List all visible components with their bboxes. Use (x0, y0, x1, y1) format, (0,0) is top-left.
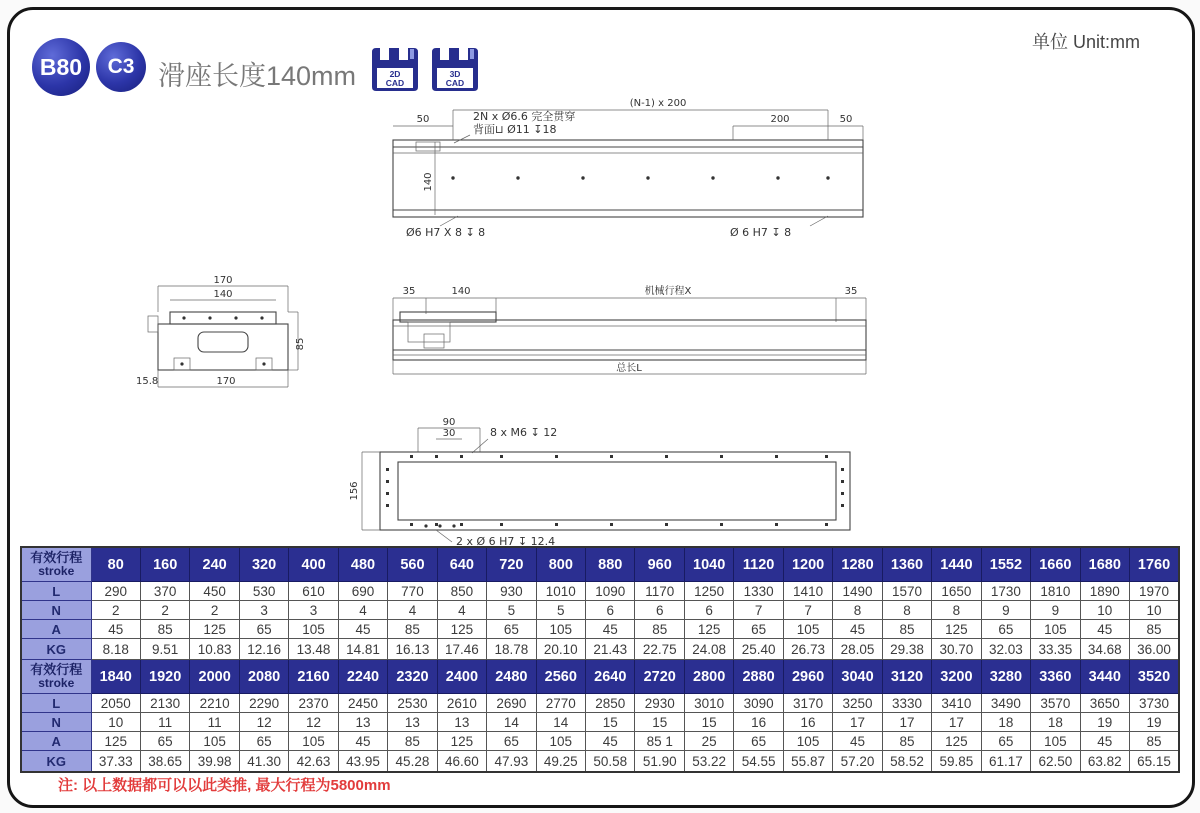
cell-l: 2210 (190, 694, 239, 713)
hole-callout-line1: 2N x Ø6.6 完全贯穿 (473, 110, 576, 123)
cell-kg: 21.43 (586, 639, 635, 660)
stroke-value-cell: 2960 (783, 660, 832, 694)
cell-n: 9 (981, 601, 1030, 620)
cell-kg: 30.70 (932, 639, 981, 660)
plan-view-drawing (340, 412, 870, 547)
cell-l: 3170 (783, 694, 832, 713)
cell-a: 65 (140, 732, 189, 751)
cell-n: 15 (684, 713, 733, 732)
cell-a: 125 (932, 620, 981, 639)
cell-a: 65 (487, 620, 536, 639)
stroke-value-cell: 2480 (487, 660, 536, 694)
cell-a: 85 (388, 620, 437, 639)
cell-l: 2050 (91, 694, 140, 713)
stroke-value-cell: 3440 (1080, 660, 1129, 694)
stroke-value-cell: 1280 (833, 547, 882, 582)
dim-85-height: 85 (295, 337, 306, 351)
cell-kg: 20.10 (536, 639, 585, 660)
dim-35-right: 35 (844, 286, 858, 297)
cell-a: 65 (981, 732, 1030, 751)
dim-200: 200 (770, 114, 790, 125)
cell-a: 45 (338, 732, 387, 751)
cell-n: 7 (783, 601, 832, 620)
stroke-value-cell: 400 (289, 547, 338, 582)
cell-l: 1970 (1130, 582, 1179, 601)
cell-kg: 43.95 (338, 751, 387, 773)
cell-a: 105 (1031, 620, 1080, 639)
cell-kg: 37.33 (91, 751, 140, 773)
cell-a: 45 (833, 732, 882, 751)
cell-n: 18 (981, 713, 1030, 732)
cell-a: 65 (239, 620, 288, 639)
footer-note: 注: 以上数据都可以以此类推, 最大行程为5800mm (58, 777, 391, 794)
cell-kg: 65.15 (1130, 751, 1179, 773)
dowel-label-left: Ø6 H7 X 8 ↧ 8 (406, 226, 486, 239)
cell-n: 17 (833, 713, 882, 732)
cell-a: 125 (91, 732, 140, 751)
cell-l: 1090 (586, 582, 635, 601)
cell-l: 3250 (833, 694, 882, 713)
cell-l: 1810 (1031, 582, 1080, 601)
cell-n: 14 (536, 713, 585, 732)
cell-kg: 29.38 (882, 639, 931, 660)
stroke-value-cell: 1840 (91, 660, 140, 694)
cell-a: 65 (981, 620, 1030, 639)
unit-label: 单位 Unit:mm (1032, 32, 1140, 52)
stroke-value-cell: 80 (91, 547, 140, 582)
cell-l: 2610 (437, 694, 486, 713)
cell-a: 105 (289, 620, 338, 639)
row-n-block1 (21, 601, 1179, 620)
cell-kg: 53.22 (684, 751, 733, 773)
row-label-l: L (21, 582, 91, 601)
cell-l: 2450 (338, 694, 387, 713)
cell-n: 7 (734, 601, 783, 620)
cell-a: 45 (586, 620, 635, 639)
cell-n: 15 (635, 713, 684, 732)
stroke-value-cell: 3120 (882, 660, 931, 694)
cell-a: 85 (1130, 620, 1179, 639)
cell-n: 2 (190, 601, 239, 620)
stroke-value-cell: 1200 (783, 547, 832, 582)
dim-50-left: 50 (416, 114, 430, 125)
cell-kg: 26.73 (783, 639, 832, 660)
side-view-drawing (378, 282, 878, 382)
cell-l: 1410 (783, 582, 832, 601)
dim-140-section: 140 (213, 289, 233, 300)
cell-l: 1250 (684, 582, 733, 601)
dowel-callout-plan: 2 x Ø 6 H7 ↧ 12.4 (456, 535, 556, 547)
cell-n: 4 (388, 601, 437, 620)
cad-3d-label-top: 3D (449, 69, 461, 79)
cell-kg: 51.90 (635, 751, 684, 773)
row-a-block1 (21, 620, 1179, 639)
cell-l: 3090 (734, 694, 783, 713)
stroke-header-label: 有效行程 stroke (21, 547, 91, 582)
dim-156: 156 (349, 481, 360, 501)
model-badge-c3: C3 (96, 42, 146, 92)
cell-n: 16 (783, 713, 832, 732)
stroke-value-cell: 2320 (388, 660, 437, 694)
dowel-label-right: Ø 6 H7 ↧ 8 (730, 226, 792, 239)
cell-l: 450 (190, 582, 239, 601)
cell-kg: 50.58 (586, 751, 635, 773)
cell-l: 1570 (882, 582, 931, 601)
cell-kg: 17.46 (437, 639, 486, 660)
cell-l: 2370 (289, 694, 338, 713)
cell-l: 2290 (239, 694, 288, 713)
stroke-header-row-2 (21, 660, 1179, 694)
cell-a: 45 (833, 620, 882, 639)
section-view-drawing (120, 272, 320, 407)
cell-n: 15 (586, 713, 635, 732)
cell-a: 105 (783, 620, 832, 639)
cell-kg: 38.65 (140, 751, 189, 773)
cell-kg: 54.55 (734, 751, 783, 773)
stroke-value-cell: 2720 (635, 660, 684, 694)
dim-15-8: 15.8 (136, 376, 159, 387)
cell-l: 690 (338, 582, 387, 601)
cell-kg: 55.87 (783, 751, 832, 773)
cell-a: 125 (437, 620, 486, 639)
dim-50-right: 50 (839, 114, 853, 125)
stroke-header-row-1 (21, 547, 1179, 582)
cell-l: 2690 (487, 694, 536, 713)
cell-kg: 24.08 (684, 639, 733, 660)
row-label-a: A (21, 620, 91, 639)
cell-l: 370 (140, 582, 189, 601)
cell-kg: 57.20 (833, 751, 882, 773)
row-kg-block1 (21, 639, 1179, 660)
cell-l: 2850 (586, 694, 635, 713)
spec-table-wrap (20, 546, 1180, 773)
stroke-value-cell: 1552 (981, 547, 1030, 582)
cell-l: 2530 (388, 694, 437, 713)
stroke-value-cell: 1440 (932, 547, 981, 582)
cell-kg: 9.51 (140, 639, 189, 660)
cell-a: 65 (239, 732, 288, 751)
row-label-n: N (21, 601, 91, 620)
cell-kg: 36.00 (1130, 639, 1179, 660)
cad-3d-download-icon[interactable] (430, 46, 480, 93)
cell-l: 3730 (1130, 694, 1179, 713)
cell-a: 105 (289, 732, 338, 751)
cell-a: 65 (487, 732, 536, 751)
dim-140-vertical: 140 (423, 172, 434, 192)
cell-a: 125 (190, 620, 239, 639)
rear-view-drawing (378, 90, 878, 240)
row-label-a: A (21, 732, 91, 751)
cell-kg: 58.52 (882, 751, 931, 773)
stroke-value-cell: 880 (586, 547, 635, 582)
cell-kg: 45.28 (388, 751, 437, 773)
cell-n: 17 (932, 713, 981, 732)
stroke-value-cell: 800 (536, 547, 585, 582)
cell-n: 5 (536, 601, 585, 620)
cell-kg: 63.82 (1080, 751, 1129, 773)
row-l-block1 (21, 582, 1179, 601)
page-title: 滑座长度140mm (158, 61, 357, 91)
cell-a: 105 (536, 732, 585, 751)
cell-a: 85 (388, 732, 437, 751)
cell-kg: 61.17 (981, 751, 1030, 773)
cell-kg: 32.03 (981, 639, 1030, 660)
cell-kg: 13.48 (289, 639, 338, 660)
stroke-header-label: 有效行程 stroke (21, 660, 91, 694)
stroke-value-cell: 1360 (882, 547, 931, 582)
stroke-value-cell: 2160 (289, 660, 338, 694)
series-badge-b80: B80 (32, 38, 90, 96)
stroke-value-cell: 2080 (239, 660, 288, 694)
cell-l: 3570 (1031, 694, 1080, 713)
stroke-value-cell: 1040 (684, 547, 733, 582)
stroke-value-cell: 720 (487, 547, 536, 582)
cell-n: 19 (1130, 713, 1179, 732)
cell-l: 1170 (635, 582, 684, 601)
stroke-value-cell: 2240 (338, 660, 387, 694)
stroke-value-cell: 2400 (437, 660, 486, 694)
cell-kg: 10.83 (190, 639, 239, 660)
cell-a: 125 (437, 732, 486, 751)
cell-a: 25 (684, 732, 733, 751)
cell-n: 13 (338, 713, 387, 732)
cell-a: 85 1 (635, 732, 684, 751)
cell-kg: 41.30 (239, 751, 288, 773)
cell-a: 105 (1031, 732, 1080, 751)
cell-n: 19 (1080, 713, 1129, 732)
total-length-label: 总长L (616, 363, 642, 374)
cell-n: 14 (487, 713, 536, 732)
stroke-value-cell: 480 (338, 547, 387, 582)
dim-140-slide: 140 (451, 286, 471, 297)
cell-a: 85 (1130, 732, 1179, 751)
cell-kg: 22.75 (635, 639, 684, 660)
dim-35-left: 35 (402, 286, 416, 297)
cell-kg: 49.25 (536, 751, 585, 773)
cell-kg: 14.81 (338, 639, 387, 660)
stroke-value-cell: 2560 (536, 660, 585, 694)
hole-callout-line2: 背面⊔ Ø11 ↧18 (473, 123, 557, 136)
cell-n: 8 (932, 601, 981, 620)
cell-kg: 8.18 (91, 639, 140, 660)
stroke-value-cell: 320 (239, 547, 288, 582)
cell-a: 85 (882, 620, 931, 639)
cell-l: 610 (289, 582, 338, 601)
stroke-value-cell: 2000 (190, 660, 239, 694)
cell-n: 12 (239, 713, 288, 732)
cad-2d-download-icon[interactable] (370, 46, 420, 93)
cell-l: 3650 (1080, 694, 1129, 713)
stroke-value-cell: 1680 (1080, 547, 1129, 582)
cell-l: 3010 (684, 694, 733, 713)
stroke-value-cell: 1120 (734, 547, 783, 582)
stroke-spec-table (20, 546, 1180, 773)
dim-170-top: 170 (213, 275, 233, 286)
stroke-value-cell: 1760 (1130, 547, 1179, 582)
cell-a: 125 (684, 620, 733, 639)
cell-n: 17 (882, 713, 931, 732)
cell-n: 6 (684, 601, 733, 620)
cell-a: 45 (91, 620, 140, 639)
cell-l: 930 (487, 582, 536, 601)
row-kg-block2 (21, 751, 1179, 773)
cell-a: 45 (1080, 732, 1129, 751)
cell-kg: 62.50 (1031, 751, 1080, 773)
cell-n: 8 (882, 601, 931, 620)
cell-n: 16 (734, 713, 783, 732)
cell-n: 13 (437, 713, 486, 732)
cell-a: 105 (783, 732, 832, 751)
cell-n: 3 (239, 601, 288, 620)
cell-kg: 39.98 (190, 751, 239, 773)
cell-a: 125 (932, 732, 981, 751)
stroke-value-cell: 3280 (981, 660, 1030, 694)
stroke-value-cell: 3520 (1130, 660, 1179, 694)
row-label-kg: KG (21, 751, 91, 773)
cell-n: 11 (190, 713, 239, 732)
stroke-value-cell: 960 (635, 547, 684, 582)
stroke-value-cell: 2880 (734, 660, 783, 694)
cell-l: 2930 (635, 694, 684, 713)
cell-n: 4 (338, 601, 387, 620)
cell-n: 13 (388, 713, 437, 732)
cell-kg: 12.16 (239, 639, 288, 660)
cell-kg: 59.85 (932, 751, 981, 773)
cell-n: 5 (487, 601, 536, 620)
cell-l: 3490 (981, 694, 1030, 713)
cell-n: 18 (1031, 713, 1080, 732)
cell-l: 1730 (981, 582, 1030, 601)
cell-kg: 33.35 (1031, 639, 1080, 660)
stroke-value-cell: 560 (388, 547, 437, 582)
cell-l: 290 (91, 582, 140, 601)
cell-kg: 42.63 (289, 751, 338, 773)
stroke-value-cell: 3360 (1031, 660, 1080, 694)
row-label-l: L (21, 694, 91, 713)
cell-n: 2 (91, 601, 140, 620)
cell-l: 850 (437, 582, 486, 601)
cell-a: 105 (536, 620, 585, 639)
stroke-value-cell: 240 (190, 547, 239, 582)
dim-pitch: (N-1) x 200 (629, 98, 687, 109)
cell-kg: 46.60 (437, 751, 486, 773)
row-label-n: N (21, 713, 91, 732)
cell-n: 9 (1031, 601, 1080, 620)
row-l-block2 (21, 694, 1179, 713)
cell-a: 45 (586, 732, 635, 751)
cell-l: 1650 (932, 582, 981, 601)
cad-2d-label-top: 2D (389, 69, 401, 79)
dim-90: 90 (442, 417, 456, 428)
cell-kg: 34.68 (1080, 639, 1129, 660)
stroke-value-cell: 3040 (833, 660, 882, 694)
cell-a: 85 (140, 620, 189, 639)
cell-n: 3 (289, 601, 338, 620)
row-a-block2 (21, 732, 1179, 751)
stroke-value-cell: 640 (437, 547, 486, 582)
cell-l: 1330 (734, 582, 783, 601)
cell-n: 6 (635, 601, 684, 620)
cell-a: 45 (338, 620, 387, 639)
cell-n: 10 (1130, 601, 1179, 620)
cell-l: 1890 (1080, 582, 1129, 601)
cad-3d-label-bottom: CAD (445, 78, 465, 88)
cell-n: 6 (586, 601, 635, 620)
cell-kg: 28.05 (833, 639, 882, 660)
row-label-kg: KG (21, 639, 91, 660)
m6-callout: 8 x M6 ↧ 12 (490, 426, 558, 439)
cell-a: 85 (882, 732, 931, 751)
cell-l: 1490 (833, 582, 882, 601)
cell-a: 85 (635, 620, 684, 639)
stroke-value-cell: 160 (140, 547, 189, 582)
cell-n: 12 (289, 713, 338, 732)
dim-30: 30 (442, 428, 456, 439)
datasheet-page (7, 7, 1195, 808)
cell-n: 4 (437, 601, 486, 620)
stroke-value-cell: 2640 (586, 660, 635, 694)
cell-l: 530 (239, 582, 288, 601)
cell-l: 770 (388, 582, 437, 601)
cell-n: 10 (1080, 601, 1129, 620)
mechanical-stroke-label: 机械行程X (644, 286, 692, 297)
cell-l: 3330 (882, 694, 931, 713)
cell-n: 11 (140, 713, 189, 732)
stroke-value-cell: 1920 (140, 660, 189, 694)
cell-l: 3410 (932, 694, 981, 713)
row-n-block2 (21, 713, 1179, 732)
cell-kg: 18.78 (487, 639, 536, 660)
cell-a: 45 (1080, 620, 1129, 639)
cad-2d-label-bottom: CAD (385, 78, 405, 88)
cell-l: 2130 (140, 694, 189, 713)
cell-kg: 25.40 (734, 639, 783, 660)
cell-l: 2770 (536, 694, 585, 713)
cell-l: 1010 (536, 582, 585, 601)
stroke-value-cell: 3200 (932, 660, 981, 694)
cell-a: 65 (734, 620, 783, 639)
cell-a: 105 (190, 732, 239, 751)
dim-170-bottom: 170 (216, 376, 236, 387)
cell-n: 10 (91, 713, 140, 732)
cell-a: 65 (734, 732, 783, 751)
cell-n: 2 (140, 601, 189, 620)
cell-kg: 47.93 (487, 751, 536, 773)
cell-n: 8 (833, 601, 882, 620)
stroke-value-cell: 2800 (684, 660, 733, 694)
stroke-value-cell: 1660 (1031, 547, 1080, 582)
cell-kg: 16.13 (388, 639, 437, 660)
